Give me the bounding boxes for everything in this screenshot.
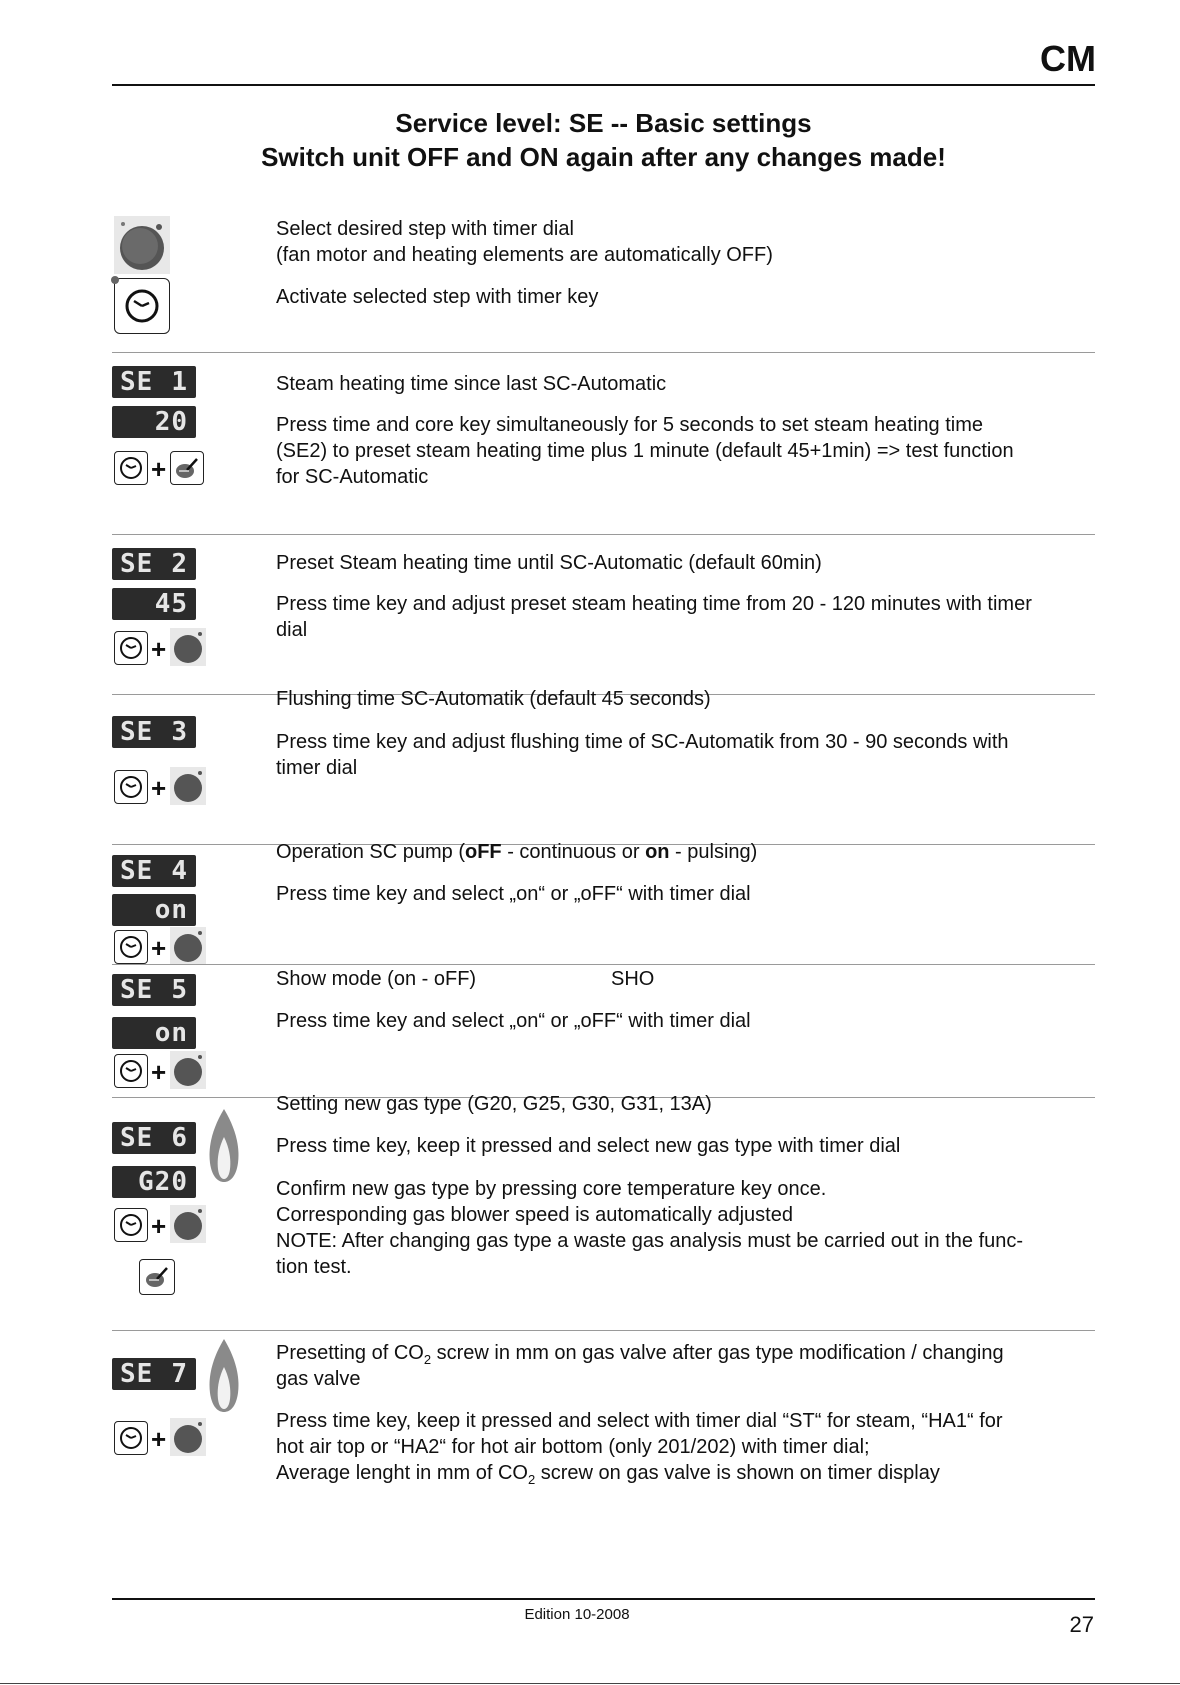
core-temperature-key-icon [139, 1259, 175, 1295]
se6-desc-2: Confirm new gas type by pressing core temperature key once. [276, 1178, 827, 1200]
section-divider [112, 1330, 1095, 1331]
display-se3: SE 3 [112, 716, 196, 748]
plus-sign: + [151, 933, 167, 963]
timer-key-icon [114, 278, 170, 334]
se1-desc-2: (SE2) to preset steam heating time plus 1 minute (default 45+1min) => test function [276, 440, 1014, 462]
footer-divider [112, 1598, 1095, 1600]
edition-label: Edition 10-2008 [524, 1606, 630, 1623]
intro-activate: Activate selected step with timer key [276, 286, 599, 308]
display-se2-value: 45 [112, 588, 196, 620]
timer-dial-icon [170, 1205, 206, 1243]
page-edge-line [0, 1683, 1180, 1684]
plus-sign: + [151, 454, 167, 484]
se6-desc-3: Corresponding gas blower speed is automatically adjusted [276, 1204, 793, 1226]
se7-desc-1: Press time key, keep it pressed and select with timer dial “ST“ for steam, “HA1“ for [276, 1410, 1003, 1432]
plus-sign: + [151, 1057, 167, 1087]
se4-title: Operation SC pump (oFF - continuous or on - pulsing) [276, 841, 758, 863]
plus-sign: + [151, 634, 167, 664]
display-se4: SE 4 [112, 855, 196, 887]
page-title: Service level: SE -- Basic settings [395, 108, 812, 138]
intro-select-line1: Select desired step with timer dial [276, 218, 574, 240]
intro-select-line2: (fan motor and heating elements are automatically OFF) [276, 244, 773, 266]
se6-title: Setting new gas type (G20, G25, G30, G31, 13A) [276, 1093, 712, 1115]
se7-title: Presetting of $CO_2$ screw in mm on gas valve after gas type modification / changing [276, 1342, 1004, 1367]
gas-flame-icon [206, 1107, 242, 1183]
se5-title: Show mode (on - oFF) [276, 968, 477, 990]
timer-dial-icon [170, 628, 206, 666]
page-number: 27 [1069, 1612, 1094, 1637]
timer-key-icon [114, 451, 148, 485]
timer-key-icon [114, 770, 148, 804]
plus-sign: + [151, 1211, 167, 1241]
se6-desc-5: tion test. [276, 1256, 352, 1278]
timer-dial-icon [170, 1418, 206, 1456]
se3-desc-2: timer dial [276, 757, 358, 779]
section-divider [112, 534, 1095, 535]
se2-title: Preset Steam heating time until SC-Automatic (default 60min) [276, 552, 822, 574]
se3-title: Flushing time SC-Automatik (default 45 seconds) [276, 688, 711, 710]
timer-dial-icon [114, 216, 170, 274]
timer-dial-icon [170, 767, 206, 805]
se1-desc-1: Press time and core key simultaneously for 5 seconds to set steam heating time [276, 414, 984, 436]
timer-key-icon [114, 1208, 148, 1242]
display-se1-value: 20 [112, 406, 196, 438]
page-subtitle: Switch unit OFF and ON again after any changes made! [261, 142, 946, 172]
plus-sign: + [151, 1424, 167, 1454]
se1-title: Steam heating time since last SC-Automatic [276, 373, 667, 395]
document-code: CM [1040, 38, 1096, 79]
display-se5-value: on [112, 1017, 196, 1049]
se7-desc-3: Average lenght in mm of $CO_2$ screw on gas valve is shown on timer display [276, 1462, 940, 1487]
section-divider [112, 964, 1095, 965]
se5-desc-1: Press time key and select „on“ or „oFF“ with timer dial [276, 1010, 751, 1032]
display-se1: SE 1 [112, 366, 196, 398]
se2-desc-2: dial [276, 619, 308, 641]
display-se5: SE 5 [112, 974, 196, 1006]
timer-key-icon [114, 930, 148, 964]
timer-key-icon [114, 1054, 148, 1088]
se1-desc-3: for SC-Automatic [276, 466, 429, 488]
se3-desc-1: Press time key and adjust flushing time of SC-Automatik from 30 - 90 seconds with [276, 731, 1009, 753]
display-se6-value: G20 [112, 1166, 196, 1198]
plus-sign: + [151, 773, 167, 803]
timer-key-icon [114, 1421, 148, 1455]
gas-flame-icon [206, 1337, 242, 1413]
se6-desc-1: Press time key, keep it pressed and select new gas type with timer dial [276, 1135, 901, 1157]
core-temperature-key-icon [170, 451, 204, 485]
section-divider [112, 352, 1095, 353]
timer-dial-icon [170, 1051, 206, 1089]
timer-dial-icon [170, 927, 206, 965]
header-divider [112, 84, 1095, 86]
se4-desc-1: Press time key and select „on“ or „oFF“ with timer dial [276, 883, 751, 905]
se6-desc-4: NOTE: After changing gas type a waste gas analysis must be carried out in the func- [276, 1230, 1024, 1252]
display-se2: SE 2 [112, 548, 196, 580]
display-se4-value: on [112, 894, 196, 926]
display-se6: SE 6 [112, 1122, 196, 1154]
se2-desc-1: Press time key and adjust preset steam heating time from 20 - 120 minutes with timer [276, 593, 1032, 615]
timer-key-icon [114, 631, 148, 665]
se7-desc-2: hot air top or “HA2“ for hot air bottom (only 201/202) with timer dial; [276, 1436, 870, 1458]
se7-title-2: gas valve [276, 1368, 361, 1390]
display-se7: SE 7 [112, 1358, 196, 1390]
key-led-icon [110, 275, 120, 285]
se5-code: SHO [611, 968, 655, 990]
